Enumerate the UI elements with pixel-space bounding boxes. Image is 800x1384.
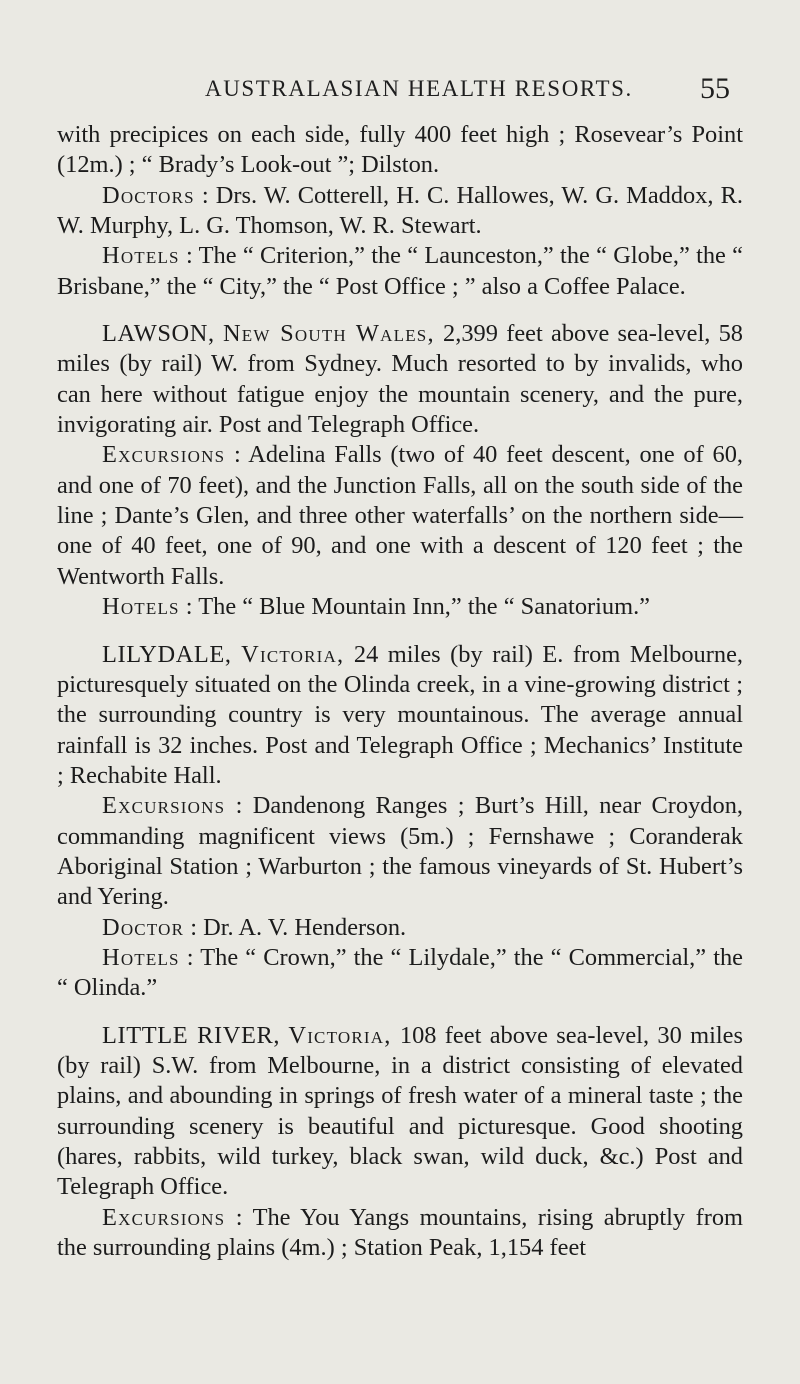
region-name: Victoria, [241, 640, 345, 668]
paragraph-text: : The “ Crown,” the “ Lilydale,” the “ Commercial,” the “ Olinda.” [57, 943, 743, 1002]
paragraph-continuation [57, 120, 743, 181]
section-label: Excursions [102, 792, 226, 820]
running-header [0, 72, 800, 112]
place-name: LITTLE RIVER, [102, 1021, 281, 1049]
section-label: Hotels [102, 242, 180, 270]
section-label: Hotels [102, 593, 180, 621]
paragraph-hotels [57, 943, 743, 1004]
paragraph-text: : Adelina Falls (two of 40 feet descent, one of 60, and one of 70 feet), and the Junction Falls, all on the south side of the line ; Dante’s Glen, and three other waterfalls’ on the northern side—one of 40 feet, one of 90, and one with a descent of 120 feet ; the Wentworth Falls. [57, 441, 743, 590]
paragraph-doctor [57, 913, 743, 943]
paragraph-text: : Dandenong Ranges ; Burt’s Hill, near Croydon, commanding magnificent views (5m.) ; Fernshawe ; Coranderak Aboriginal Station ; Warburton ; the famous vineyards of St. Hubert’s and Yering. [57, 792, 743, 911]
paragraph-text: : Dr. A. V. Henderson. [184, 913, 407, 941]
paragraph-text: : Drs. W. Cotterell, H. C. Hallowes, W. G. Maddox, R. W. Murphy, L. G. Thomson, W. R. Stewart. [57, 181, 743, 240]
paragraph-text: 2,399 feet above sea-level, 58 miles (by rail) W. from Sydney. Much resorted to by invalids, who can here without fatigue enjoy the mountain scenery, and the pure, invigorating air. Post and Telegraph Office. [57, 320, 743, 439]
place-name: LILYDALE, [102, 640, 232, 668]
paragraph-text: 108 feet above sea-level, 30 miles (by rail) S.W. from Melbourne, in a district consisting of elevated plains, and abounding in springs of fresh water of a mineral taste ; the surrounding scenery is beautiful and picturesque. Good shooting (hares, rabbits, wild turkey, black swan, wild duck, &c.) Post and Telegraph Office. [57, 1021, 743, 1201]
section-label: Doctors [102, 181, 195, 209]
paragraph-hotels [57, 241, 743, 302]
region-name: Victoria, [288, 1021, 392, 1049]
region-name: New South Wales, [222, 320, 435, 348]
place-name: LAWSON, [102, 320, 215, 348]
section-label: Excursions [102, 441, 226, 469]
section-label: Hotels [102, 943, 180, 971]
paragraph-text: with precipices on each side, fully 400 feet high ; Rosevear’s Point (12m.) ; “ Brady’s Look-out ”; Dilston. [57, 121, 743, 179]
paragraph-text: : The “ Criterion,” the “ Launceston,” the “ Globe,” the “ Brisbane,” the “ City,” the “ Post Office ; ” also a Coffee Palace. [57, 242, 743, 300]
paragraph-text: : The “ Blue Mountain Inn,” the “ Sanatorium.” [179, 593, 651, 621]
paragraph-text: 24 miles (by rail) E. from Melbourne, picturesquely situated on the Olinda creek, in a vine-growing district ; the surrounding country is very mountainous. The average annual rainfall is 32 inches. Post and Telegraph Office ; Mechanics’ Institute ; Rechabite Hall. [57, 640, 743, 789]
paragraph-hotels [57, 592, 743, 622]
running-title: AUSTRALASIAN HEALTH RESORTS. [205, 76, 633, 101]
page-number: 55 [700, 72, 730, 105]
paragraph-excursions [57, 1203, 743, 1264]
entry-lilydale [57, 640, 743, 792]
body-text [57, 120, 743, 1263]
paragraph-doctors [57, 181, 743, 242]
entry-little-river [57, 1021, 743, 1203]
entry-lawson [57, 319, 743, 440]
section-label: Excursions [102, 1203, 226, 1231]
section-label: Doctor [102, 913, 185, 941]
paragraph-excursions [57, 440, 743, 592]
paragraph-text: : The You Yangs mountains, rising abruptly from the surrounding plains (4m.) ; Station Peak, 1,154 feet [57, 1203, 743, 1262]
paragraph-excursions [57, 791, 743, 912]
